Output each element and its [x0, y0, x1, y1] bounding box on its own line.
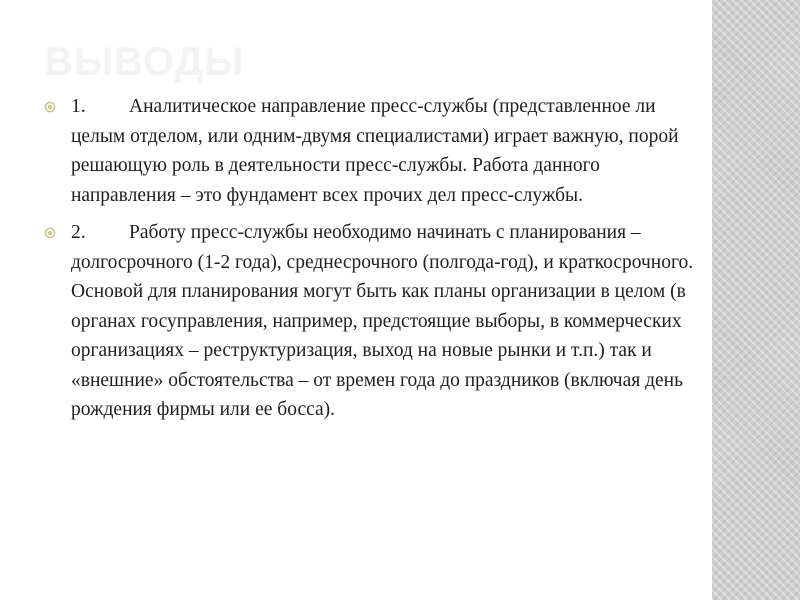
slide-title: ВЫВОДЫ — [44, 40, 245, 84]
list-item-number: 2. — [71, 222, 86, 243]
bullet-icon — [44, 227, 56, 239]
list-item — [44, 218, 694, 425]
list-item — [44, 92, 694, 210]
list-item-number: 1. — [71, 96, 86, 117]
list-item-text: Аналитическое направление пресс-службы (представленное ли целым отделом, или одним-двумя специалистами) играет важную, порой решающую роль в деятельности пресс-службы. Работа данного направления – это фундамент всех прочих дел пресс-службы. — [71, 96, 679, 206]
slide-content — [44, 92, 694, 425]
list-item-text: Работу пресс-службы необходимо начинать с планирования – долгосрочного (1-2 года), среднесрочного (полгода-год), и краткосрочного. Основой для планирования могут быть как планы организации в целом (в органах госуправления, например, предстоящие выборы, в коммерческих организациях – реструктуризация, выход на новые рынки и т.п.) так и «внешние» обстоятельства – от времен года до праздников (включая день рождения фирмы или ее босса). — [71, 222, 694, 420]
bullet-icon — [44, 101, 56, 113]
decorative-side-panel — [712, 0, 800, 600]
